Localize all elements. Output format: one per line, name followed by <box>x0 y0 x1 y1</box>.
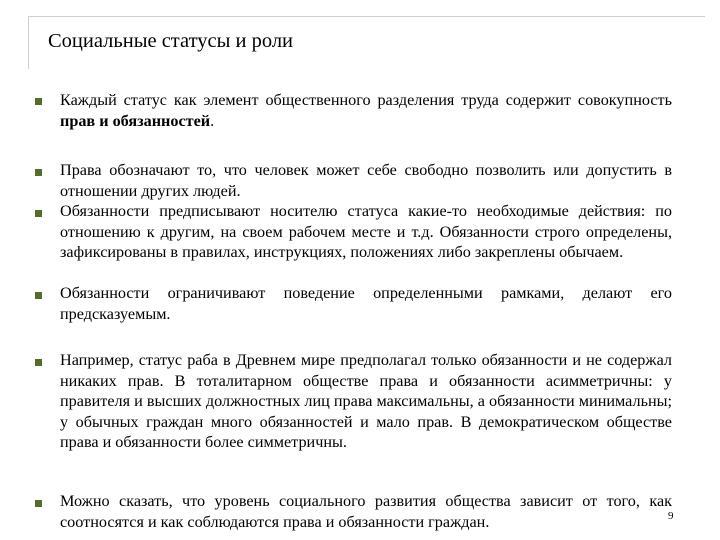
bullet-square-icon <box>35 500 42 507</box>
bullet-square-icon <box>35 169 42 176</box>
paragraph-conclusion: Можно сказать, что уровень социального развития общества зависит от того, как соотносятся и как соблюдаются права и обязанности граждан. <box>60 492 672 531</box>
bullet-square-icon <box>35 359 42 366</box>
paragraph-duties: Обязанности предписывают носителю статуса какие-то необходимые действия: по отношению к другим, на своем рабочем месте и т.д. Обязанности строго определены, зафиксированы в правилах, инструкциях, положениях либо закреплены обычаем. <box>60 202 672 262</box>
paragraph-duties-limit: Обязанности ограничивают поведение определенными рамками, делают его предсказуемым. <box>60 284 672 323</box>
paragraph-example: Например, статус раба в Древнем мире предполагал только обязанности и не содержал никаких прав. В тоталитарном обществе права и обязанности асимметричны: у правителя и высших должностных лиц права максимальны, а обязанности минимальны; у обычных граждан много обязанностей и мало прав. В демократическом обществе права и обязанности более симметричны. <box>60 351 672 452</box>
bold-phrase: прав и обязанностей <box>60 111 211 130</box>
page-number: 9 <box>668 510 674 522</box>
paragraph-status-rights: Каждый статус как элемент общественного разделения труда содержит совокупность прав и обязанностей. <box>60 91 672 130</box>
bullet-square-icon <box>35 98 42 105</box>
paragraph-rights: Права обозначают то, что человек может себе свободно позволить или допустить в отношении других людей. <box>60 161 672 200</box>
bullet-square-icon <box>35 292 42 299</box>
bullet-square-icon <box>35 210 42 217</box>
slide-title: Социальные статусы и роли <box>48 30 294 52</box>
